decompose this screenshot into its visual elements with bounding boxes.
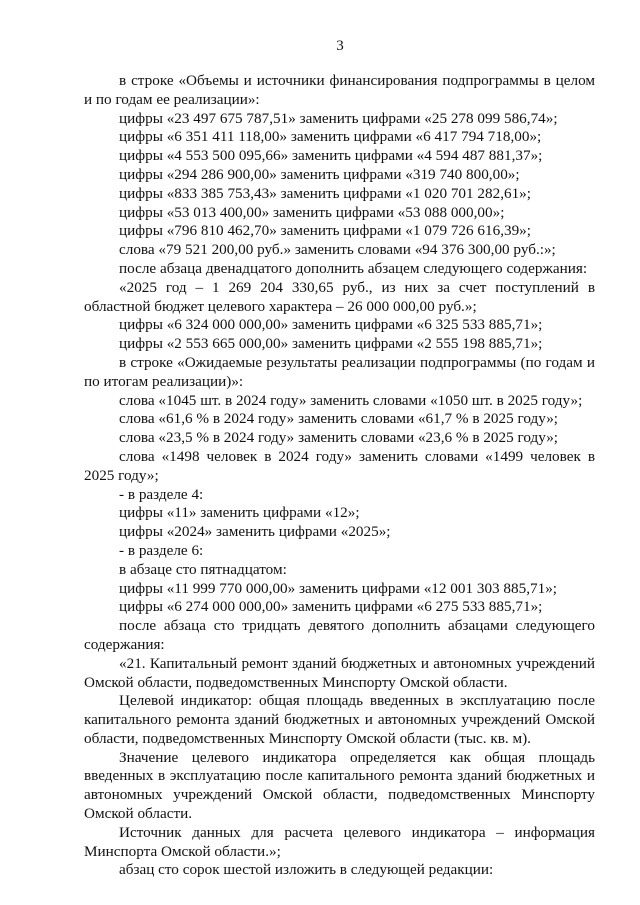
- paragraph: цифры «53 013 400,00» заменить цифрами «53 088 000,00»;: [119, 203, 505, 221]
- paragraph: абзац сто сорок шестой изложить в следующей редакции:: [119, 861, 494, 879]
- paragraph: в абзаце сто пятнадцатом:: [119, 560, 287, 578]
- paragraph: в строке «Объемы и источники финансирования подпрограммы в целом и по годам ее реализации»:: [84, 72, 595, 108]
- paragraph: «2025 год – 1 269 204 330,65 руб., из них за счет поступлений в областной бюджет целевого характера – 26 000 000,00 руб.»;: [84, 278, 595, 315]
- paragraph: Источник данных для расчета целевого индикатора – информация Минспорта Омской области.»;: [84, 823, 595, 860]
- paragraph: цифры «6 324 000 000,00» заменить цифрами «6 325 533 885,71»;: [119, 316, 543, 334]
- paragraph: слова «61,6 % в 2024 году» заменить словами «61,7 % в 2025 году»;: [119, 410, 559, 428]
- paragraph: после абзаца сто тридцать девятого дополнить абзацами следующего содержания:: [84, 617, 595, 653]
- paragraph: слова «79 521 200,00 руб.» заменить словами «94 376 300,00 руб.:»;: [119, 241, 556, 259]
- paragraph: цифры «2024» заменить цифрами «2025»;: [119, 523, 391, 541]
- paragraph: цифры «796 810 462,70» заменить цифрами «1 079 726 616,39»;: [119, 222, 531, 240]
- paragraph: цифры «833 385 753,43» заменить цифрами «1 020 701 282,61»;: [119, 184, 531, 202]
- paragraph: слова «23,5 % в 2024 году» заменить словами «23,6 % в 2025 году»;: [119, 429, 559, 447]
- paragraph: цифры «2 553 665 000,00» заменить цифрами «2 555 198 885,71»;: [119, 335, 543, 353]
- paragraph: цифры «6 351 411 118,00» заменить цифрами «6 417 794 718,00»;: [119, 128, 542, 146]
- paragraph: слова «1498 человек в 2024 году» заменить словами «1499 человек в 2025 году»;: [84, 447, 595, 484]
- paragraph: Значение целевого индикатора определяется как общая площадь введенных в эксплуатацию после капитального ремонта зданий бюджетных и автономных учреждений Омской области, подведомственных Минспорту Омской области.: [84, 748, 595, 823]
- paragraph: - в разделе 4:: [119, 485, 204, 503]
- paragraph: цифры «23 497 675 787,51» заменить цифрами «25 278 099 586,74»;: [119, 109, 558, 127]
- paragraph: цифры «4 553 500 095,66» заменить цифрами «4 594 487 881,37»;: [119, 147, 543, 165]
- paragraph: цифры «11» заменить цифрами «12»;: [119, 504, 360, 522]
- paragraph: «21. Капитальный ремонт зданий бюджетных и автономных учреждений Омской области, подведомственных Минспорту Омской области.: [84, 654, 595, 691]
- paragraph: Целевой индикатор: общая площадь введенных в эксплуатацию после капитального ремонта зданий бюджетных и автономных учреждений Омской области, подведомственных Минспорту Омской области (тыс. кв. м).: [84, 692, 595, 747]
- document-body: [84, 72, 595, 880]
- paragraph: цифры «294 286 900,00» заменить цифрами «319 740 800,00»;: [119, 165, 520, 183]
- paragraph: после абзаца двенадцатого дополнить абзацем следующего содержания:: [119, 259, 588, 277]
- paragraph: - в разделе 6:: [119, 541, 204, 559]
- paragraph: цифры «11 999 770 000,00» заменить цифрами «12 001 303 885,71»;: [119, 579, 558, 597]
- paragraph: в строке «Ожидаемые результаты реализации подпрограммы (по годам и по итогам реализации)»:: [84, 353, 595, 390]
- paragraph: слова «1045 шт. в 2024 году» заменить словами «1050 шт. в 2025 году»;: [119, 391, 583, 409]
- paragraph: цифры «6 274 000 000,00» заменить цифрами «6 275 533 885,71»;: [119, 598, 543, 616]
- page-number: 3: [336, 38, 344, 54]
